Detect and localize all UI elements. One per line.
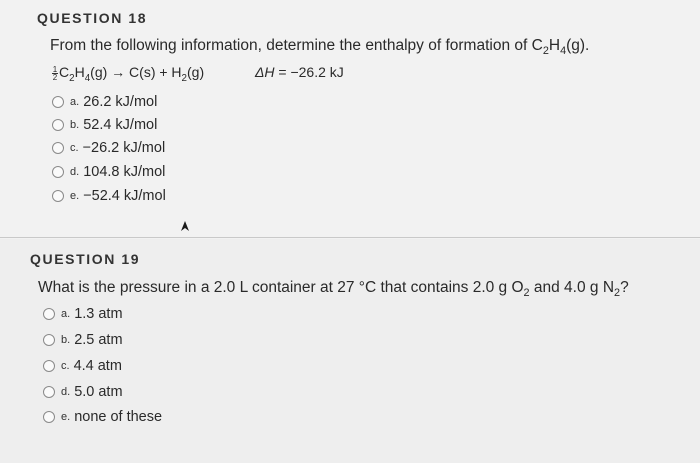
radio-button[interactable] bbox=[43, 411, 55, 423]
question-19-block bbox=[0, 239, 700, 463]
question-18-title: QUESTION 18 bbox=[37, 10, 148, 26]
radio-button[interactable] bbox=[43, 334, 55, 346]
q19-option-c[interactable]: c. 4.4 atm bbox=[43, 358, 122, 374]
question-19-prompt: What is the pressure in a 2.0 L container at 27 °C that contains 2.0 g $O_2$ and 4.0 g $N_2$? bbox=[38, 279, 629, 299]
one-half-fraction: $\frac{1}{2}$ bbox=[52, 64, 58, 82]
q19-option-a[interactable]: a. 1.3 atm bbox=[43, 306, 123, 322]
radio-button[interactable] bbox=[43, 360, 55, 372]
radio-button[interactable] bbox=[43, 386, 55, 398]
radio-button[interactable] bbox=[43, 308, 55, 320]
radio-button[interactable] bbox=[52, 119, 64, 131]
question-18-prompt: From the following information, determine the enthalpy of formation of $C_2H_4(g)$. bbox=[50, 37, 590, 57]
q19-option-b[interactable]: b. 2.5 atm bbox=[43, 332, 123, 348]
question-divider bbox=[0, 237, 700, 238]
q18-option-a[interactable]: a. 26.2 kJ/mol bbox=[52, 94, 157, 110]
radio-button[interactable] bbox=[52, 96, 64, 108]
radio-button[interactable] bbox=[52, 166, 64, 178]
q19-option-d[interactable]: d. 5.0 atm bbox=[43, 384, 123, 400]
q18-option-c[interactable]: c. −26.2 kJ/mol bbox=[52, 140, 165, 156]
q18-option-d[interactable]: d. 104.8 kJ/mol bbox=[52, 164, 165, 180]
question-19-title: QUESTION 19 bbox=[30, 251, 141, 267]
mouse-pointer-icon bbox=[180, 220, 190, 232]
reaction-equation: $\frac{1}{2}C_2H_4(g) \to C(s) + H_2(g)$ bbox=[52, 64, 205, 84]
q18-option-e[interactable]: e. −52.4 kJ/mol bbox=[52, 188, 166, 204]
radio-button[interactable] bbox=[52, 190, 64, 202]
q19-option-e[interactable]: e. none of these bbox=[43, 409, 162, 425]
radio-button[interactable] bbox=[52, 142, 64, 154]
q18-option-b[interactable]: b. 52.4 kJ/mol bbox=[52, 117, 157, 133]
prompt-formula: $C_2H_4(g)$. bbox=[531, 37, 590, 57]
enthalpy-change: ΔH = −26.2 kJ bbox=[255, 64, 344, 80]
